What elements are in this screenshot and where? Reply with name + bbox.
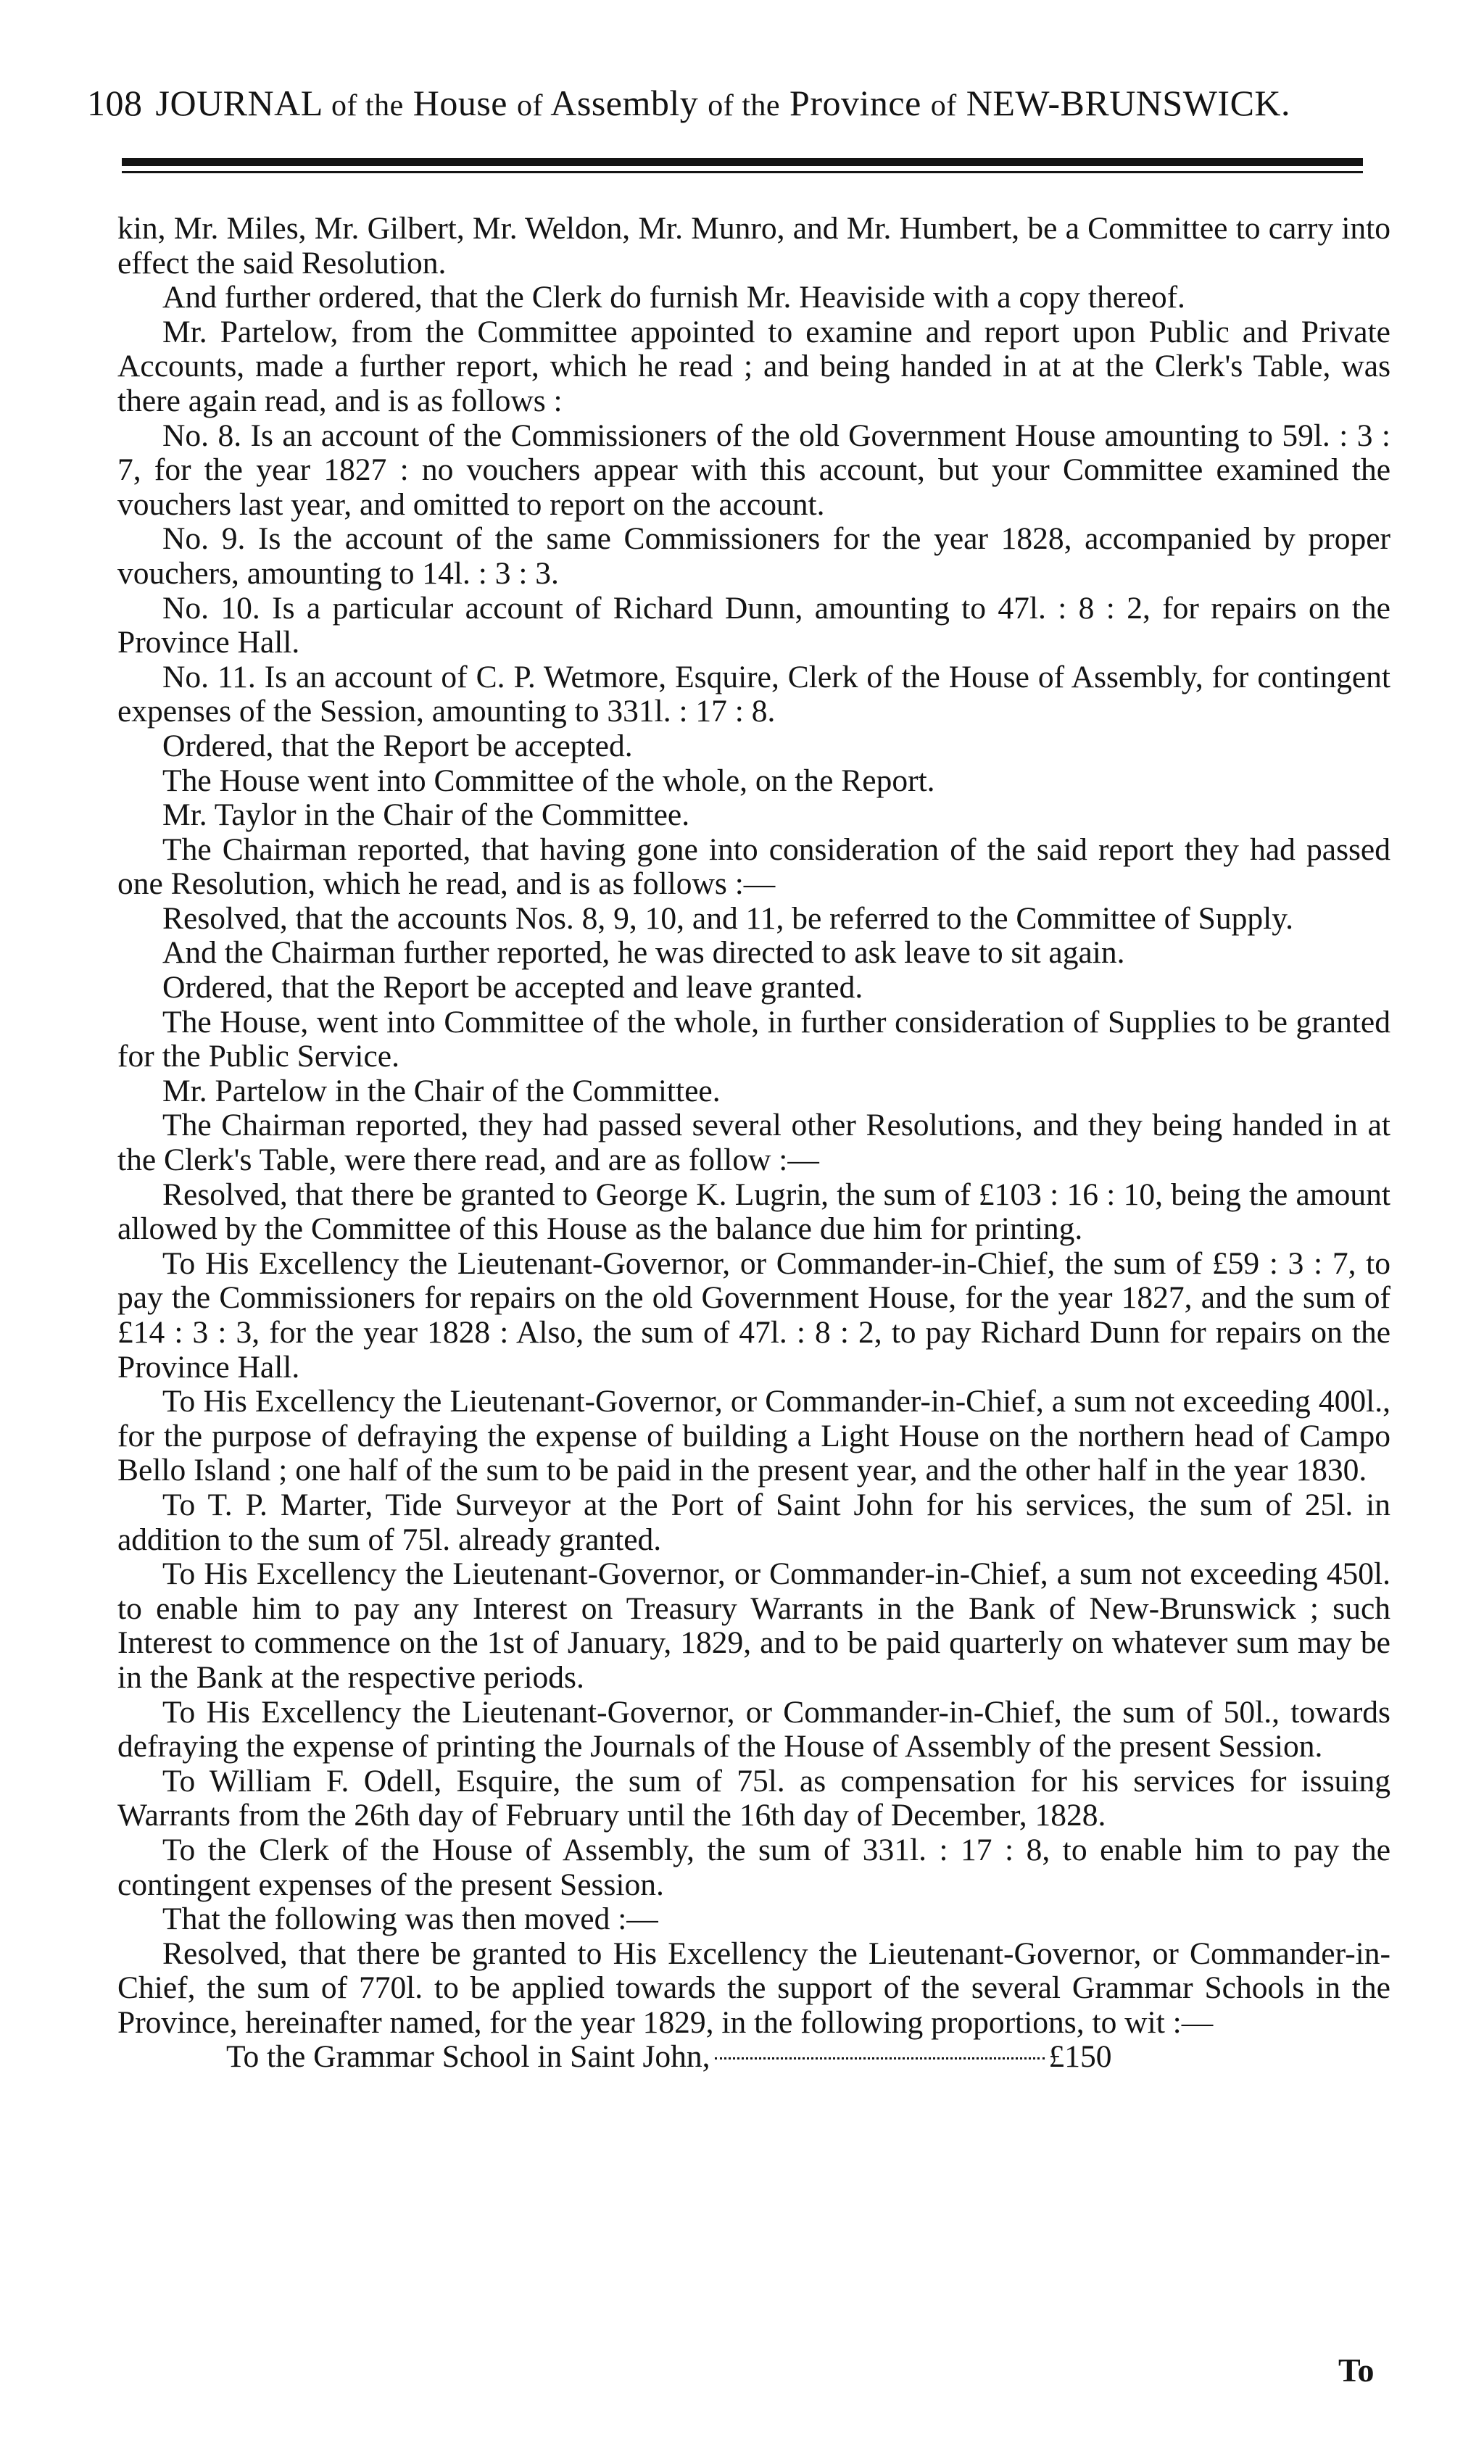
running-head-of: of bbox=[517, 89, 543, 123]
paragraph-marter-grant: To T. P. Marter, Tide Surveyor at the Port of Saint John for his services, the sum of 25l. in addition to the sum of 75l. already granted. bbox=[117, 1487, 1390, 1557]
running-head-assembly: Assembly bbox=[550, 83, 699, 123]
grammar-school-row bbox=[117, 2040, 1390, 2075]
paragraph-then-moved: That the following was then moved :— bbox=[162, 1901, 658, 1937]
running-head-journal: JOURNAL bbox=[155, 83, 322, 123]
paragraph-leave-to-sit: And the Chairman further reported, he was directed to ask leave to sit again. bbox=[162, 935, 1125, 971]
paragraph-treasury-interest-grant: To His Excellency the Lieutenant-Governor, or Commander-in-Chief, a sum not exceeding 450l. to enable him to pay any Interest on Treasury Warrants in the Bank of New-Brunswick ; such Interest to commence on the 1st of January, 1829, and to be paid quarterly on whatever sum may be in the Bank at the respective periods. bbox=[117, 1556, 1390, 1695]
running-head-of-2: of bbox=[930, 89, 957, 123]
running-head-of-the-2: of the bbox=[708, 89, 781, 123]
paragraph-order-copy: And further ordered, that the Clerk do furnish Mr. Heaviside with a copy thereof. bbox=[162, 280, 1185, 315]
running-head-of-the: of the bbox=[331, 89, 404, 123]
paragraph-account-no-11: No. 11. Is an account of C. P. Wetmore, Esquire, Clerk of the House of Assembly, for contingent expenses of the Session, amounting to 331l. : 17 : 8. bbox=[117, 659, 1390, 729]
paragraph-resolutions-reported: The Chairman reported, they had passed several other Resolutions, and they being handed in at the Clerk's Table, were there read, and are as follow :— bbox=[117, 1108, 1390, 1178]
paragraph-journals-printing-grant: To His Excellency the Lieutenant-Governor, or Commander-in-Chief, the sum of 50l., towards defraying the expense of printing the Journals of the House of Assembly of the present Session. bbox=[117, 1694, 1390, 1764]
paragraph-grammar-schools-resolution: Resolved, that there be granted to His Excellency the Lieutenant-Governor, or Commander-in-Chief, the sum of 770l. to be applied towards the support of the several Grammar Schools in the Province, hereinafter named, for the year 1829, in the following proportions, to wit :— bbox=[117, 1936, 1390, 2040]
header-rule-thick bbox=[122, 158, 1363, 166]
running-head-province: Province bbox=[789, 83, 921, 123]
grammar-school-amount: £150 bbox=[1048, 2039, 1112, 2075]
page-number: 108 bbox=[87, 83, 143, 123]
paragraph-lugrin-grant: Resolved, that there be granted to George K. Lugrin, the sum of £103 : 16 : 10, being the amount allowed by the Committee of this House as the balance due him for printing. bbox=[117, 1177, 1390, 1247]
paragraph-odell-grant: To William F. Odell, Esquire, the sum of 75l. as compensation for his services for issuing Warrants from the 26th day of February until the 16th day of December, 1828. bbox=[117, 1763, 1390, 1833]
paragraph-light-house-grant: To His Excellency the Lieutenant-Governor, or Commander-in-Chief, a sum not exceeding 400l., for the purpose of defraying the expense of building a Light House on the northern head of Campo Bello Island ; one half of the sum to be paid in the present year, and the other half in the year 1830. bbox=[117, 1384, 1390, 1488]
paragraph-chairman-reported: The Chairman reported, that having gone into consideration of the said report they had passed one Resolution, which he read, and is as follows :— bbox=[117, 831, 1390, 902]
paragraph-report-accepted: Ordered, that the Report be accepted. bbox=[162, 728, 633, 763]
paragraph-clerk-grant: To the Clerk of the House of Assembly, the sum of 331l. : 17 : 8, to enable him to pay the contingent expenses of the present Session. bbox=[117, 1832, 1390, 1902]
paragraph-partelow-chair: Mr. Partelow in the Chair of the Committee. bbox=[162, 1073, 721, 1108]
paragraph-committee-members: kin, Mr. Miles, Mr. Gilbert, Mr. Weldon, Mr. Munro, and Mr. Humbert, be a Committee to carry into effect the said Resolution. bbox=[117, 211, 1390, 281]
grammar-school-name: To the Grammar School in Saint John, bbox=[226, 2039, 710, 2075]
paragraph-supplies-committee: The House, went into Committee of the whole, in further consideration of Supplies to be granted for the Public Service. bbox=[117, 1004, 1390, 1074]
paragraph-account-no-9: No. 9. Is the account of the same Commissioners for the year 1828, accompanied by proper vouchers, amounting to 14l. : 3 : 3. bbox=[117, 521, 1390, 591]
running-head-place: NEW-BRUNSWICK. bbox=[966, 83, 1291, 123]
paragraph-committee-whole: The House went into Committee of the whole, on the Report. bbox=[162, 763, 935, 798]
paragraph-taylor-chair: Mr. Taylor in the Chair of the Committee. bbox=[162, 797, 690, 833]
catchword: To bbox=[1338, 2352, 1375, 2389]
paragraph-resolved-supply: Resolved, that the accounts Nos. 8, 9, 10, and 11, be referred to the Committee of Supply. bbox=[162, 900, 1294, 936]
body-text bbox=[117, 212, 1390, 2075]
paragraph-accounts-report: Mr. Partelow, from the Committee appointed to examine and report upon Public and Private Accounts, made a further report, which he read ; and being handed in at at the Clerk's Table, was there again read, and is as follows : bbox=[117, 314, 1390, 418]
paragraph-government-house-grant: To His Excellency the Lieutenant-Governor, or Commander-in-Chief, the sum of £59 : 3 : 7, to pay the Commissioners for repairs on the old Government House, for the year 1827, and the sum of £14 : 3 : 3, for the year 1828 : Also, the sum of 47l. : 8 : 2, to pay Richard Dunn for repairs on the Province Hall. bbox=[117, 1245, 1390, 1385]
paragraph-account-no-8: No. 8. Is an account of the Commissioners of the old Government House amounting to 59l. : 3 : 7, for the year 1827 : no vouchers appear with this account, but your Committee examined the vouchers last year, and omitted to report on the account. bbox=[117, 418, 1390, 522]
running-head-house: House bbox=[413, 83, 507, 123]
dot-leader bbox=[715, 2057, 1045, 2059]
paragraph-leave-granted: Ordered, that the Report be accepted and leave granted. bbox=[162, 970, 863, 1005]
running-head bbox=[87, 81, 1399, 125]
header-rule-thin bbox=[122, 171, 1363, 173]
paragraph-account-no-10: No. 10. Is a particular account of Richard Dunn, amounting to 47l. : 8 : 2, for repairs on the Province Hall. bbox=[117, 590, 1390, 660]
